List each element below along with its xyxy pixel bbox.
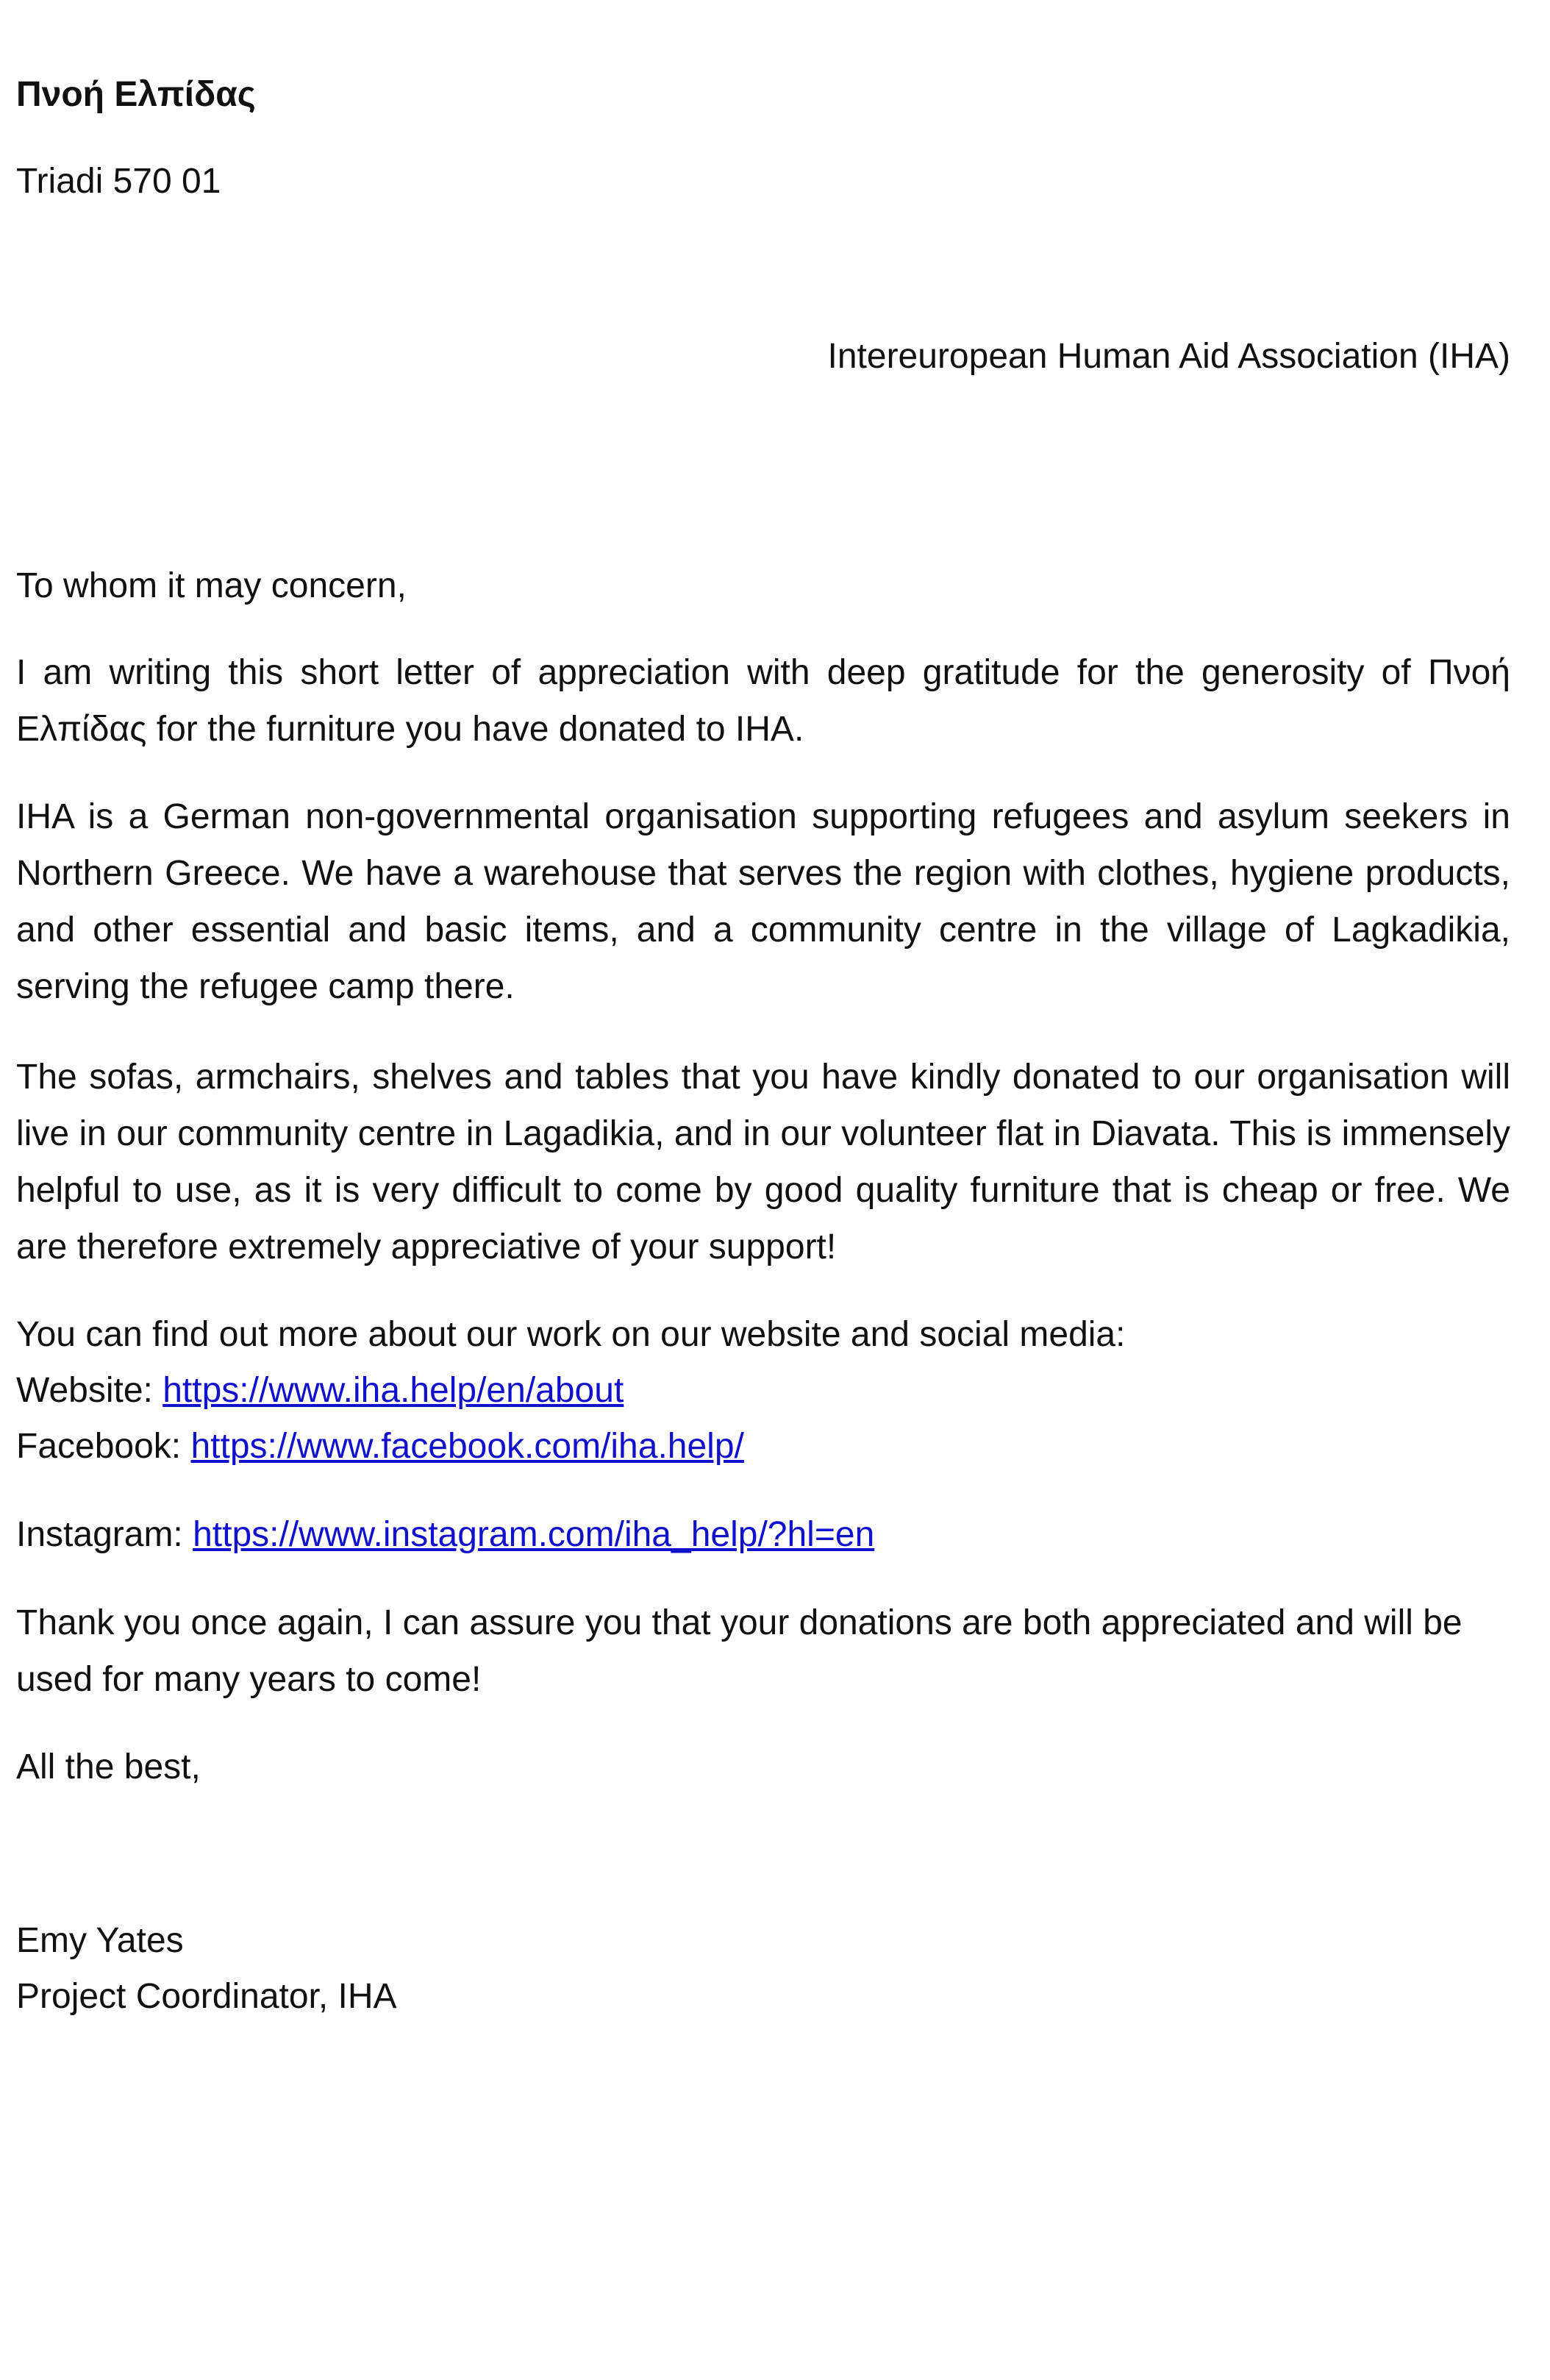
facebook-label: Facebook: xyxy=(16,1427,191,1466)
paragraph-gratitude: I am writing this short letter of appreciation with deep gratitude for the generosity of Πνοή Ελπίδας for the furniture you have donated to IHA. xyxy=(16,653,1510,749)
facebook-link[interactable]: https://www.facebook.com/iha.help/ xyxy=(190,1427,744,1466)
instagram-label: Instagram: xyxy=(16,1515,193,1554)
recipient-name: Intereuropean Human Aid Association (IHA) xyxy=(827,337,1510,376)
salutation: To whom it may concern, xyxy=(16,566,407,605)
instagram-link[interactable]: https://www.instagram.com/iha_help/?hl=en xyxy=(193,1515,875,1554)
instagram-line xyxy=(16,1506,874,1563)
signature-title: Project Coordinator, IHA xyxy=(16,1977,397,2016)
sign-off: All the best, xyxy=(16,1747,201,1786)
website-link[interactable]: https://www.iha.help/en/about xyxy=(162,1371,624,1410)
website-label: Website: xyxy=(16,1371,163,1410)
links-intro: You can find out more about our work on our website and social media: xyxy=(16,1315,1126,1354)
paragraph-about-iha: IHA is a German non-governmental organisation supporting refugees and asylum seekers in Northern Greece. We have a warehouse that serves the region with clothes, hygiene products, and other essential and basic items, and a community centre in the village of Lagkadikia, serving the refugee camp there. xyxy=(16,797,1510,1006)
website-line xyxy=(16,1362,624,1419)
facebook-line xyxy=(16,1418,744,1475)
sender-address: Triadi 570 01 xyxy=(16,162,221,201)
signature-name: Emy Yates xyxy=(16,1921,184,1960)
paragraph-donation-use: The sofas, armchairs, shelves and tables that you have kindly donated to our organisation will live in our community centre in Lagadikia, and in our volunteer flat in Diavata. This is immensely helpful to use, as it is very difficult to come by good quality furniture that is cheap or free. We are therefore extremely appreciative of your support! xyxy=(16,1058,1510,1266)
closing-paragraph: Thank you once again, I can assure you that your donations are both appreciated and will be used for many years to come! xyxy=(16,1603,1462,1699)
sender-name: Πνοή Ελπίδας xyxy=(16,75,256,114)
